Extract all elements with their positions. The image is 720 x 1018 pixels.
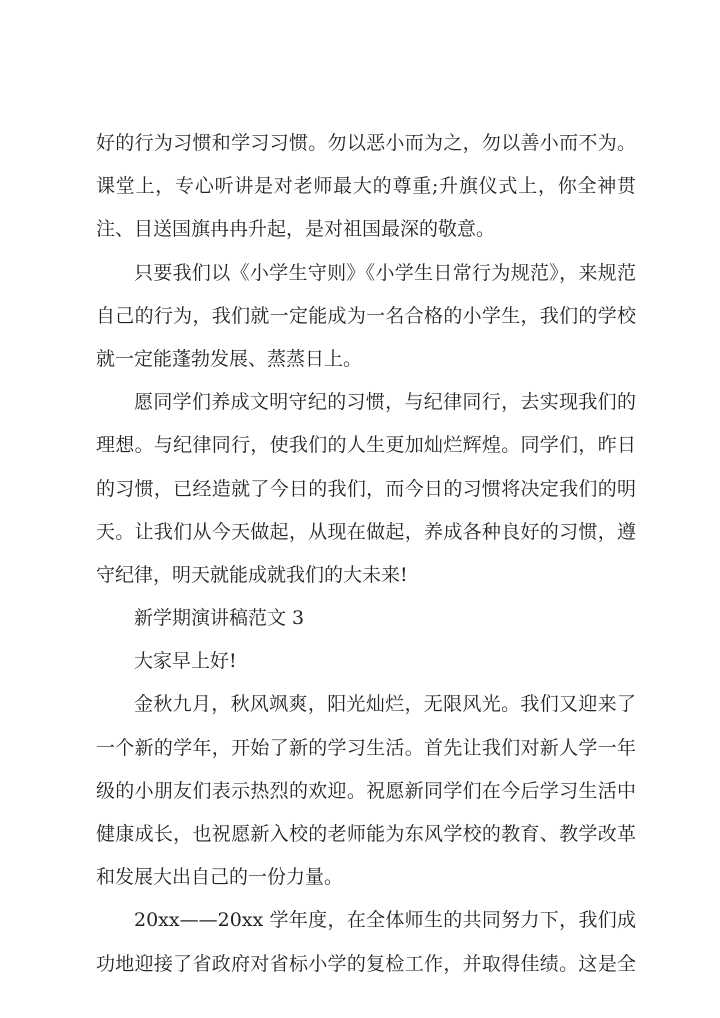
text-line: 和发展大出自己的一份力量。: [96, 866, 344, 889]
text-line: 注、目送国旗冉冉升起，是对祖国最深的敬意。: [96, 218, 496, 241]
text-line: 健康成长，也祝愿新入校的老师能为东风学校的教育、教学改革: [96, 823, 636, 845]
text-line: 课堂上，专心听讲是对老师最大的尊重;升旗仪式上，你全神贯: [96, 175, 636, 198]
text-line: 守纪律，明天就能成就我们的大未来!: [96, 563, 408, 586]
paragraph-first-line: 只要我们以《小学生守则》《小学生日常行为规范》，来规范: [134, 261, 636, 284]
paragraph-first-line: 20xx——20xx 学年度，在全体师生的共同努力下，我们成: [134, 909, 636, 932]
text-line: 天。让我们从今天做起，从现在做起，养成各种良好的习惯，遵: [96, 520, 636, 543]
text-line: 的习惯，已经造就了今日的我们，而今日的习惯将决定我们的明: [96, 477, 636, 500]
text-line: 就一定能蓬勃发展、蒸蒸日上。: [96, 347, 363, 370]
text-line: 好的行为习惯和学习习惯。勿以恶小而为之，勿以善小而不为。: [96, 132, 636, 154]
greeting-line: 大家早上好!: [134, 650, 237, 673]
paragraph-first-line: 金秋九月，秋风飒爽，阳光灿烂，无限风光。我们又迎来了: [134, 693, 636, 716]
text-line: 级的小朋友们表示热烈的欢迎。祝愿新同学们在今后学习生活中: [96, 779, 636, 802]
text-line: 一个新的学年，开始了新的学习生活。首先让我们对新人学一年: [96, 736, 636, 759]
text-line: 理想。与纪律同行，使我们的人生更加灿烂辉煌。同学们，昨日: [96, 434, 636, 457]
paragraph-first-line: 愿同学们养成文明守纪的习惯，与纪律同行，去实现我们的: [134, 391, 636, 414]
text-line: 自己的行为，我们就一定能成为一名合格的小学生，我们的学校: [96, 304, 636, 327]
document-body: [96, 122, 636, 986]
text-line: 功地迎接了省政府对省标小学的复检工作，并取得佳绩。这是全: [96, 952, 636, 975]
section-heading: 新学期演讲稿范文 3: [134, 607, 305, 630]
